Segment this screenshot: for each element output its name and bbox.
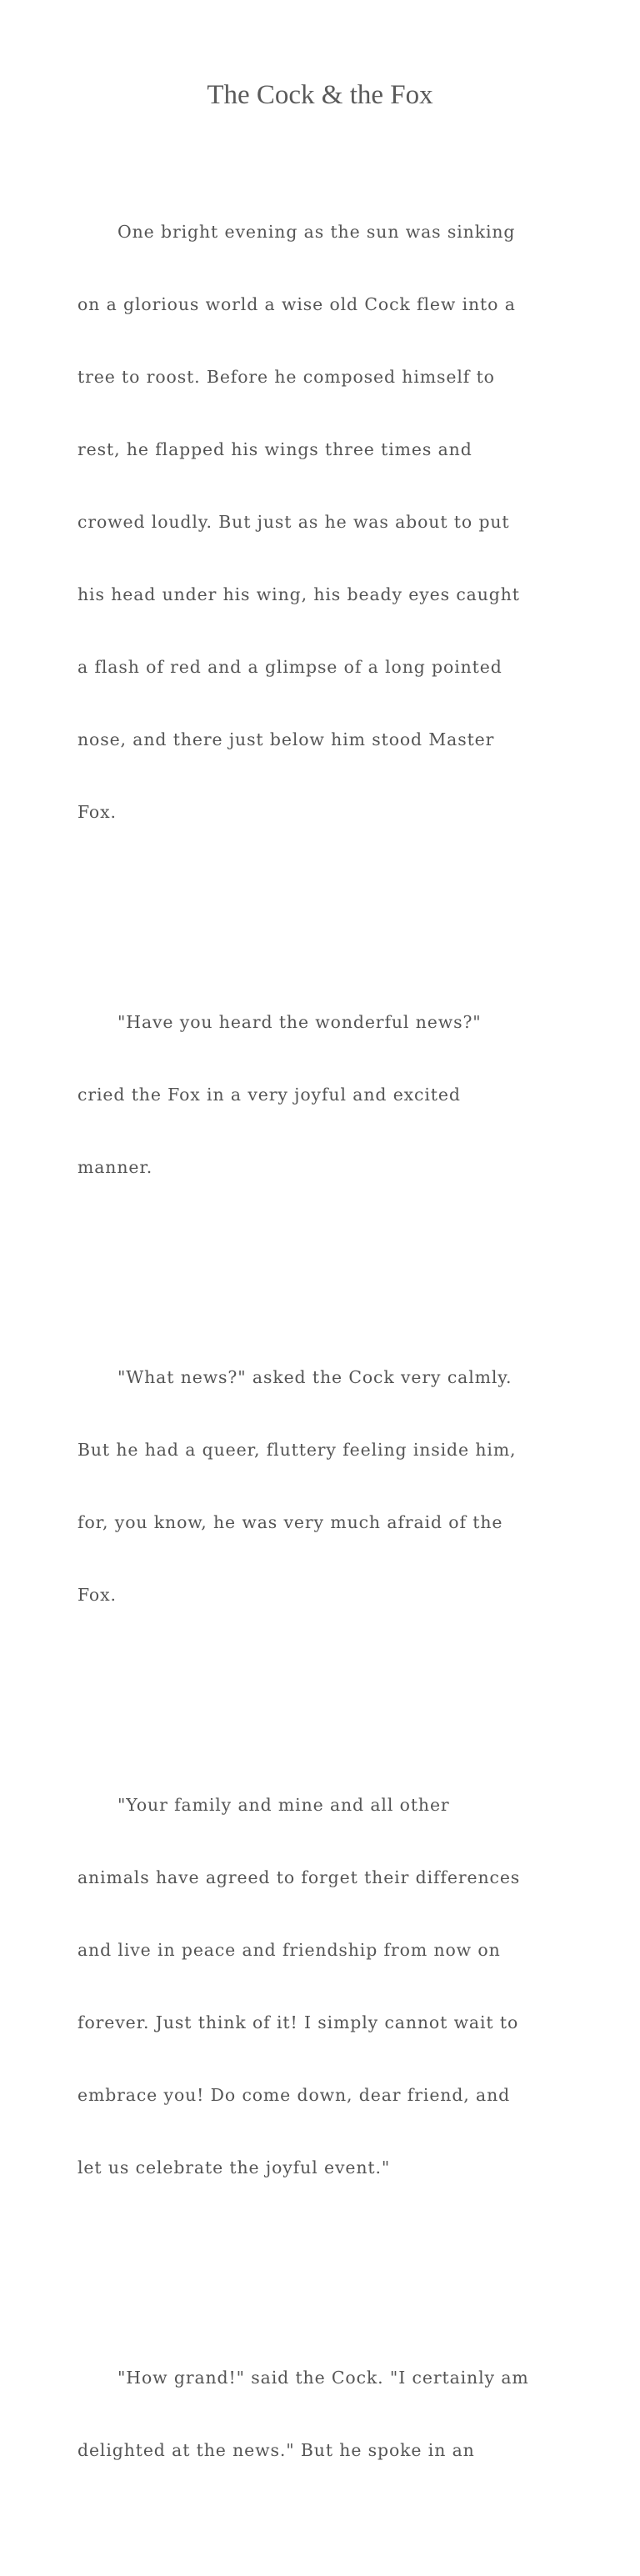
text-line: manner. — [78, 1157, 153, 1177]
paragraph — [78, 2318, 569, 2511]
paragraph — [78, 172, 569, 873]
text-line: embrace you! Do come down, dear friend, and — [78, 2085, 511, 2105]
text-line: for, you know, he was very much afraid of the — [78, 1512, 503, 1532]
text-line: cried the Fox in a very joyful and excited — [78, 1085, 461, 1105]
text-line: tree to roost. Before he composed himself to — [78, 367, 495, 387]
text-line: "Have you heard the wonderful news?" — [118, 1012, 482, 1032]
text-line: on a glorious world a wise old Cock flew into a — [78, 294, 516, 314]
text-line: nose, and there just below him stood Master — [78, 729, 495, 749]
paragraph — [78, 1317, 569, 1656]
paragraph — [78, 1745, 569, 2228]
text-line: animals have agreed to forget their differences — [78, 1867, 521, 1887]
paragraph — [78, 962, 569, 1228]
text-line: "What news?" asked the Cock very calmly. — [118, 1367, 512, 1387]
text-line: But he had a queer, fluttery feeling inside him, — [78, 1440, 517, 1460]
story-title: The Cock & the Fox — [207, 80, 433, 110]
text-line: rest, he flapped his wings three times and — [78, 439, 472, 459]
text-line: Fox. — [78, 802, 117, 822]
text-line: and live in peace and friendship from now on — [78, 1940, 501, 1960]
text-line: "Your family and mine and all other — [118, 1795, 450, 1815]
text-line: let us celebrate the joyful event." — [78, 2158, 391, 2178]
text-line: forever. Just think of it! I simply cannot wait to — [78, 2012, 519, 2032]
text-line: crowed loudly. But just as he was about to put — [78, 512, 510, 532]
text-line: delighted at the news." But he spoke in an — [78, 2440, 475, 2460]
story-body — [78, 123, 569, 2576]
text-line: Fox. — [78, 1585, 117, 1605]
text-line: a flash of red and a glimpse of a long pointed — [78, 657, 502, 677]
text-line: "How grand!" said the Cock. "I certainly am — [118, 2368, 529, 2388]
text-line: his head under his wing, his beady eyes caught — [78, 584, 520, 604]
text-line: One bright evening as the sun was sinking — [118, 222, 516, 242]
